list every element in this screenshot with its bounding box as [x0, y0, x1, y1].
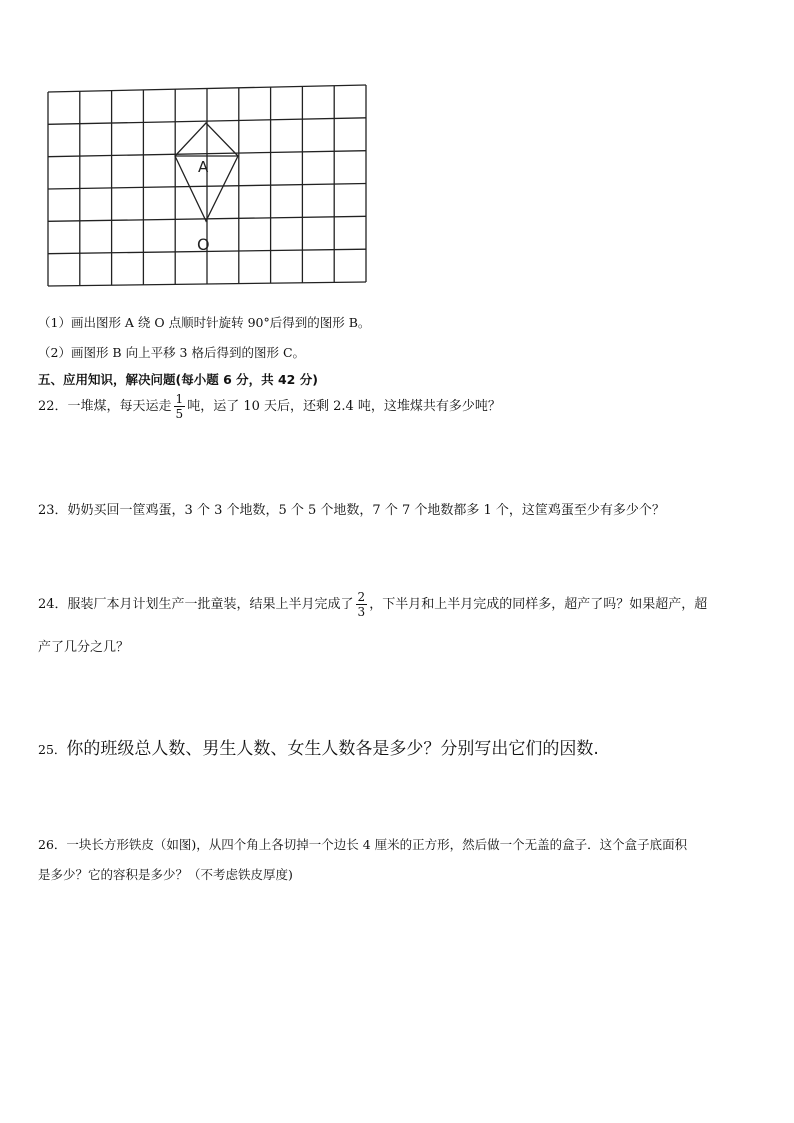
question-23: 23．奶奶买回一筐鸡蛋，3 个 3 个地数，5 个 5 个地数，7 个 7 个地数都多 1 个，这筐鸡蛋至少有多少个？ [38, 503, 665, 518]
q24-text-after: ，下半月和上半月完成的同样多，超产了吗？如果超产，超 [369, 597, 708, 612]
q25-text: 你的班级总人数、男生人数、女生人数各是多少？分别写出它们的因数. [66, 739, 599, 759]
question-24-line2: 产了几分之几？ [38, 640, 130, 655]
q24-fraction [356, 590, 368, 619]
q24-frac-den: 3 [357, 605, 366, 619]
q22-text-before: 22．一堆煤，每天运走 [38, 399, 172, 414]
q24-frac-num: 2 [357, 590, 366, 604]
question-24 [38, 590, 707, 619]
question-25 [38, 734, 599, 759]
q25-number: 25． [38, 742, 67, 757]
question-26-line2: 是多少？它的容积是多少？（不考虑铁皮厚度) [38, 867, 293, 882]
q22-frac-den: 5 [175, 407, 184, 421]
q21-step1: （1）画出图形 A 绕 O 点顺时针旋转 90°后得到的图形 B。 [38, 315, 371, 330]
question-22 [38, 392, 501, 421]
q24-text-before: 24．服装厂本月计划生产一批童装，结果上半月完成了 [38, 597, 354, 612]
q21-step2: （2）画图形 B 向上平移 3 格后得到的图形 C。 [38, 345, 306, 360]
q22-text-after: 吨，运了 10 天后，还剩 2.4 吨，这堆煤共有多少吨？ [187, 399, 501, 414]
grid-figure [40, 80, 380, 295]
q22-frac-num: 1 [175, 392, 184, 406]
q22-fraction [174, 392, 186, 421]
label-o: O [197, 235, 210, 254]
section5-heading: 五、应用知识，解决问题(每小题 6 分，共 42 分) [38, 372, 318, 387]
question-26-line1: 26．一块长方形铁皮（如图)，从四个角上各切掉一个边长 4 厘米的正方形，然后做一个无盖的盒子．这个盒子底面积 [38, 837, 688, 852]
label-a: A [198, 158, 209, 176]
grid-lines [48, 85, 366, 286]
